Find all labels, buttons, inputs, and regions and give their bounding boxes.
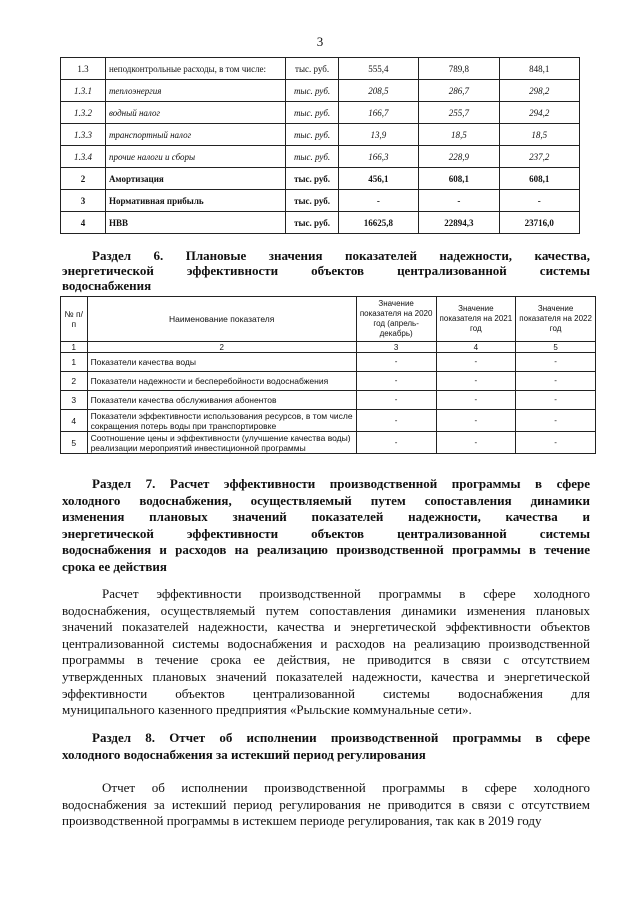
row-name: транспортный налог	[105, 124, 286, 146]
row-name: теплоэнергия	[105, 80, 286, 102]
text-line: централизованной системы водоснабжения и расходов на реализацию производственной	[62, 635, 590, 651]
row-number: 1.3.2	[61, 102, 106, 124]
row-value-2020: 456,1	[338, 168, 418, 190]
row-value-2022: -	[516, 410, 596, 432]
indicators-table-body	[61, 353, 596, 454]
text-line: Раздел 7. Расчет эффективности производственной программы в сфере	[92, 476, 590, 491]
row-name: Показатели качества воды	[87, 353, 356, 372]
row-number: 2	[61, 168, 106, 190]
section-7-heading	[62, 476, 590, 575]
row-value-2022: -	[516, 391, 596, 410]
row-number: 1.3.3	[61, 124, 106, 146]
row-name: неподконтрольные расходы, в том числе:	[105, 58, 286, 80]
row-value-2020: 16625,8	[338, 212, 418, 234]
row-number: 3	[61, 391, 88, 410]
row-value-2020: -	[356, 391, 436, 410]
expenses-table-body	[61, 58, 580, 234]
table-row	[61, 212, 580, 234]
section-8-paragraph	[62, 780, 590, 830]
table-row	[61, 124, 580, 146]
column-number: 1	[61, 342, 88, 353]
row-value-2020: -	[356, 353, 436, 372]
text-line: водоснабжения, осуществляемый путем сопоставления динамики изменения плановых	[62, 602, 590, 618]
row-name: НВВ	[105, 212, 286, 234]
section-6-line-2: энергетической эффективности объектов централизованной системы	[62, 263, 590, 278]
text-line: водоснабжения и расходов на реализацию производственной программы в течение	[62, 542, 590, 557]
row-unit: тыс. руб.	[286, 212, 338, 234]
row-unit: тыс. руб.	[286, 58, 338, 80]
row-value-2021: -	[436, 391, 516, 410]
section-7-paragraph	[62, 586, 590, 719]
table-row	[61, 102, 580, 124]
table-row	[61, 190, 580, 212]
row-value-2022: -	[516, 432, 596, 454]
row-value-2021: 255,7	[419, 102, 499, 124]
row-number: 5	[61, 432, 88, 454]
text-line: Отчет об исполнении производственной программы в сфере холодного	[102, 780, 590, 795]
row-value-2021: -	[419, 190, 499, 212]
header-2020: Значение показателя на 2020 год (апрель-декабрь)	[356, 297, 436, 342]
column-numbers-row	[61, 342, 596, 353]
row-value-2020: -	[356, 372, 436, 391]
row-unit: тыс. руб.	[286, 102, 338, 124]
row-unit: тыс. руб.	[286, 190, 338, 212]
text-line: Раздел 8. Отчет об исполнении производственной программы в сфере	[92, 730, 590, 745]
table-row	[61, 432, 596, 454]
row-number: 1	[61, 353, 88, 372]
table-row	[61, 391, 596, 410]
indicators-table	[60, 296, 596, 454]
row-value-2022: 848,1	[499, 58, 579, 80]
page-number: 3	[316, 34, 324, 49]
text-line: эффективности объектов централизованной системы водоснабжения для	[62, 685, 590, 701]
column-number: 4	[436, 342, 516, 353]
row-value-2021: -	[436, 353, 516, 372]
row-unit: тыс. руб.	[286, 168, 338, 190]
section-6-line-3: водоснабжения	[62, 278, 152, 293]
text-line: срока ее действия	[62, 558, 167, 574]
row-name: Показатели надежности и бесперебойности водоснабжения	[87, 372, 356, 391]
table-row	[61, 58, 580, 80]
text-line: Расчет эффективности производственной программы в сфере холодного	[102, 586, 590, 601]
text-line: энергетической эффективности объектов централизованной системы	[62, 525, 590, 541]
row-value-2020: 208,5	[338, 80, 418, 102]
row-value-2021: 608,1	[419, 168, 499, 190]
row-value-2022: 608,1	[499, 168, 579, 190]
text-line: программы в течение срока ее действия, не приводится в связи с отсутствием	[62, 652, 590, 668]
table-row	[61, 80, 580, 102]
column-number: 2	[87, 342, 356, 353]
header-number: № п/п	[61, 297, 88, 342]
row-value-2021: 18,5	[419, 124, 499, 146]
row-value-2022: 237,2	[499, 146, 579, 168]
row-name: Амортизация	[105, 168, 286, 190]
table-row	[61, 168, 580, 190]
row-value-2022: -	[516, 353, 596, 372]
row-value-2021: 286,7	[419, 80, 499, 102]
expenses-table	[60, 57, 580, 234]
row-number: 3	[61, 190, 106, 212]
row-name: водный налог	[105, 102, 286, 124]
header-2021: Значение показателя на 2021 год	[436, 297, 516, 342]
row-number: 1.3.4	[61, 146, 106, 168]
row-value-2020: 166,3	[338, 146, 418, 168]
row-value-2021: -	[436, 410, 516, 432]
table-row	[61, 372, 596, 391]
text-line: холодного водоснабжения, осуществляемый путем сопоставления динамики	[62, 492, 590, 508]
header-name: Наименование показателя	[87, 297, 356, 342]
text-line: утвержденных плановых значений показателей надежности, качества и энергетической	[62, 668, 590, 684]
row-value-2022: 23716,0	[499, 212, 579, 234]
row-unit: тыс. руб.	[286, 146, 338, 168]
row-value-2021: 228,9	[419, 146, 499, 168]
row-value-2022: 18,5	[499, 124, 579, 146]
row-name: Показатели эффективности использования ресурсов, в том числе сокращения потерь воды при транспортировке	[87, 410, 356, 432]
row-unit: тыс. руб.	[286, 124, 338, 146]
row-number: 4	[61, 410, 88, 432]
row-value-2022: -	[516, 372, 596, 391]
row-value-2022: 294,2	[499, 102, 579, 124]
row-value-2020: -	[356, 432, 436, 454]
row-value-2020: -	[338, 190, 418, 212]
table-row	[61, 353, 596, 372]
text-line: водоснабжения за истекший период регулирования не приводится в связи с отсутствием	[62, 796, 590, 812]
column-number: 3	[356, 342, 436, 353]
text-line: изменения плановых значений показателей надежности, качества и	[62, 509, 590, 524]
section-6-line-1: Раздел 6. Плановые значения показателей надежности, качества,	[92, 248, 590, 263]
row-number: 1.3	[61, 58, 106, 80]
row-value-2021: -	[436, 432, 516, 454]
row-value-2020: 13,9	[338, 124, 418, 146]
text-line: значений показателей надежности, качества и энергетической эффективности объектов	[62, 619, 590, 635]
row-name: Нормативная прибыль	[105, 190, 286, 212]
row-name: прочие налоги и сборы	[105, 146, 286, 168]
row-number: 1.3.1	[61, 80, 106, 102]
section-8-heading	[62, 730, 590, 763]
section-6-heading	[62, 248, 590, 293]
row-name: Соотношение цены и эффективности (улучшение качества воды) реализации мероприятий инвестиционной программы	[87, 432, 356, 454]
row-name: Показатели качества обслуживания абонентов	[87, 391, 356, 410]
row-value-2022: 298,2	[499, 80, 579, 102]
row-value-2021: 22894,3	[419, 212, 499, 234]
row-number: 2	[61, 372, 88, 391]
row-value-2022: -	[499, 190, 579, 212]
row-value-2020: 166,7	[338, 102, 418, 124]
text-line: производственной программы в истекшем периоде регулирования, так как в 2019 году	[62, 813, 542, 829]
column-number: 5	[516, 342, 596, 353]
row-value-2020: 555,4	[338, 58, 418, 80]
row-value-2021: -	[436, 372, 516, 391]
row-number: 4	[61, 212, 106, 234]
header-2022: Значение показателя на 2022 год	[516, 297, 596, 342]
row-unit: тыс. руб.	[286, 80, 338, 102]
text-line: холодного водоснабжения за истекший период регулирования	[62, 746, 426, 762]
table-row	[61, 146, 580, 168]
text-line: муниципального казенного предприятия «Рыльские коммунальные сети».	[62, 702, 472, 718]
indicators-table-header	[61, 297, 596, 342]
row-value-2021: 789,8	[419, 58, 499, 80]
table-row	[61, 410, 596, 432]
row-value-2020: -	[356, 410, 436, 432]
